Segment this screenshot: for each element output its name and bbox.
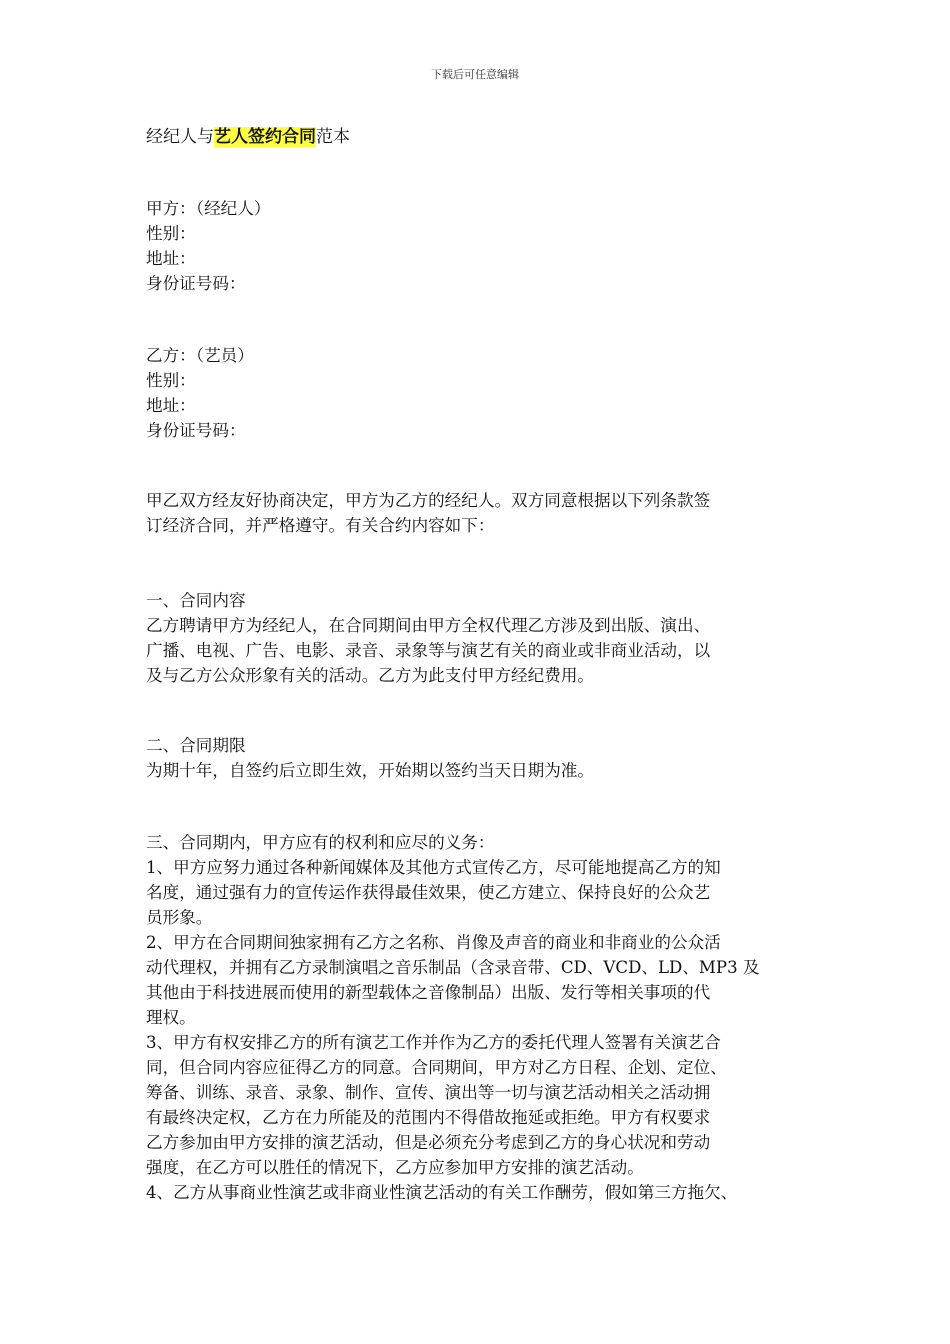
- party-b-line: 地址：: [146, 396, 196, 415]
- section-3-line: 动代理权，并拥有乙方录制演唱之音乐制品（含录音带、CD、VCD、LD、MP3 及: [146, 958, 760, 977]
- section-1-line: 及与乙方公众形象有关的活动。乙方为此支付甲方经纪费用。: [146, 666, 595, 685]
- section-3-line: 2、甲方在合同期间独家拥有乙方之名称、肖像及声音的商业和非商业的公众活: [146, 933, 721, 952]
- section-3-line: 有最终决定权，乙方在力所能及的范围内不得借故拖延或拒绝。甲方有权要求: [146, 1108, 711, 1127]
- document-title: [146, 124, 350, 150]
- section-3-line: 强度，在乙方可以胜任的情况下，乙方应参加甲方安排的演艺活动。: [146, 1158, 644, 1177]
- title-suffix: 范本: [316, 127, 350, 147]
- section-1: [146, 588, 826, 688]
- title-prefix: 经纪人与: [146, 127, 214, 147]
- party-b-line: 身份证号码：: [146, 421, 246, 440]
- section-2-line: 为期十年，自签约后立即生效，开始期以签约当天日期为准。: [146, 761, 595, 780]
- intro-line: 订经济合同，并严格遵守。有关合约内容如下：: [146, 516, 495, 535]
- header-note: 下载后可任意编辑: [431, 68, 519, 81]
- section-3-line: 名度，通过强有力的宣传运作获得最佳效果，使乙方建立、保持良好的公众艺: [146, 883, 711, 902]
- party-a-line: 地址：: [146, 249, 196, 268]
- party-b-line: 性别：: [146, 371, 196, 390]
- intro-paragraph: [146, 488, 826, 538]
- party-a-line: 身份证号码：: [146, 274, 246, 293]
- intro-line: 甲乙双方经友好协商决定，甲方为乙方的经纪人。双方同意根据以下列条款签: [146, 491, 711, 510]
- section-3-line: 4、乙方从事商业性演艺或非商业性演艺活动的有关工作酬劳，假如第三方拖欠、: [146, 1183, 738, 1202]
- party-b-line: 乙方：（艺员）: [146, 346, 254, 365]
- section-1-line: 乙方聘请甲方为经纪人，在合同期间由甲方全权代理乙方涉及到出版、演出、: [146, 616, 711, 635]
- party-a-line: 甲方：（经纪人）: [146, 199, 271, 218]
- section-2: [146, 733, 826, 783]
- section-1-heading: 一、合同内容: [146, 591, 246, 610]
- section-3-line: 其他由于科技进展而使用的新型载体之音像制品）出版、发行等相关事项的代: [146, 983, 711, 1002]
- party-b-block: [146, 343, 826, 443]
- section-3-line: 筹备、训练、录音、录象、制作、宣传、演出等一切与演艺活动相关之活动拥: [146, 1083, 711, 1102]
- section-3-line: 3、甲方有权安排乙方的所有演艺工作并作为乙方的委托代理人签署有关演艺合: [146, 1033, 721, 1052]
- section-1-line: 广播、电视、广告、电影、录音、录象等与演艺有关的商业或非商业活动，以: [146, 641, 711, 660]
- title-highlight: 艺人签约合同: [214, 127, 316, 147]
- section-3: [146, 830, 826, 1205]
- section-3-heading: 三、合同期内，甲方应有的权利和应尽的义务：: [146, 833, 495, 852]
- section-3-line: 同，但合同内容应征得乙方的同意。合同期间，甲方对乙方日程、企划、定位、: [146, 1058, 727, 1077]
- party-a-block: [146, 196, 826, 296]
- section-3-line: 理权。: [146, 1008, 196, 1027]
- section-3-line: 1、甲方应努力通过各种新闻媒体及其他方式宣传乙方，尽可能地提高乙方的知: [146, 858, 721, 877]
- section-3-line: 乙方参加由甲方安排的演艺活动，但是必须充分考虑到乙方的身心状况和劳动: [146, 1133, 711, 1152]
- section-2-heading: 二、合同期限: [146, 736, 246, 755]
- section-3-line: 员形象。: [146, 908, 213, 927]
- party-a-line: 性别：: [146, 224, 196, 243]
